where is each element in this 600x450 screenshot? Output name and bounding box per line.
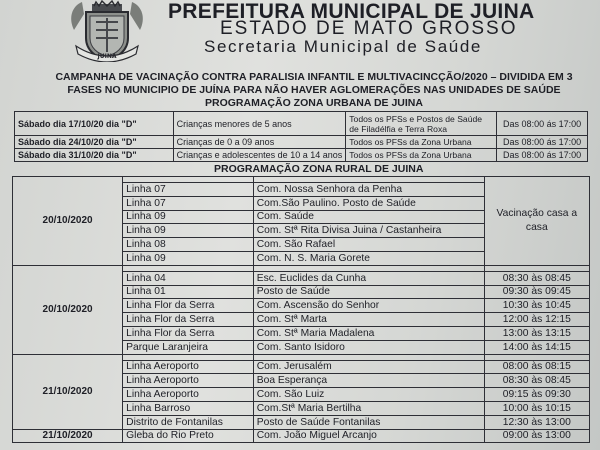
- hours-cell: 08:30 às 08:45: [484, 374, 589, 388]
- line-cell: Linha Aeroporto: [123, 360, 254, 374]
- line-cell: Linha 04: [123, 271, 254, 285]
- location-cell: Esc. Euclides da Cunha: [253, 271, 484, 285]
- hours-cell: 09:00 às 13:00: [484, 429, 589, 443]
- campaign-heading: [44, 71, 584, 110]
- municipal-crest-icon: [66, 0, 148, 62]
- line-cell: Linha Barroso: [123, 401, 254, 415]
- hours-cell: Das 08:00 ás 17:00: [497, 149, 588, 162]
- location-cell: Posto de Saúde: [253, 285, 484, 299]
- date-cell: 20/10/2020: [13, 177, 123, 266]
- location-cell: Todos os PFSs da Zona Urbana: [346, 136, 497, 149]
- location-cell: Todos os PFSs e Postos de Saúde de Filadélfia e Terra Roxa: [346, 112, 497, 136]
- location-cell: Com. Stª Marta: [253, 313, 484, 327]
- table-row: [15, 149, 588, 162]
- line-cell: Linha Aeroporto: [123, 388, 254, 402]
- line-cell: Linha Flor da Serra: [123, 299, 254, 313]
- line-cell: Parque Laranjeira: [123, 340, 254, 354]
- line-cell: Linha Flor da Serra: [123, 313, 254, 327]
- table-row: [13, 429, 590, 443]
- line-cell: Linha 01: [123, 285, 254, 299]
- hours-cell: 12:00 às 12:15: [484, 313, 589, 327]
- department-name: Secretaria Municipal de Saúde: [204, 37, 482, 56]
- line-cell: Linha 07: [123, 196, 254, 210]
- schedule-day-cell: Sábado dia 31/10/20 dia "D": [15, 149, 174, 162]
- table-row: [15, 112, 588, 136]
- location-cell: Com. N. S. Maria Gorete: [253, 251, 484, 265]
- schedule-day-cell: Sábado dia 17/10/20 dia "D": [15, 112, 174, 136]
- target-public-cell: Crianças de 0 a 09 anos: [173, 136, 346, 149]
- location-cell: Com. Santo Isidoro: [253, 340, 484, 354]
- location-cell: Com. Stª Rita Divisa Juina / Castanheira: [253, 224, 484, 238]
- hours-cell: 08:30 às 08:45: [484, 271, 589, 285]
- campaign-line-2: FASES NO MUNICIPIO DE JUÍNA PARA NÃO HAVER AGLOMERAÇÕES NAS UNIDADES DE SAÚDE: [67, 84, 561, 96]
- location-cell: Com. Saúde: [253, 210, 484, 224]
- hours-cell: 12:30 às 13:00: [484, 415, 589, 429]
- rural-schedule-title: PROGRAMAÇÃO ZONA RURAL DE JUINA: [214, 163, 424, 175]
- location-cell: Com. Ascensão do Senhor: [253, 299, 484, 313]
- location-cell: Com. São Luiz: [253, 388, 484, 402]
- line-cell: Linha 09: [123, 224, 254, 238]
- campaign-line-1: CAMPANHA DE VACINAÇÃO CONTRA PARALISIA INFANTIL E MULTIVACINCÇÃO/2020 – DIVIDIDA EM 3: [55, 71, 573, 83]
- line-cell: Linha Flor da Serra: [123, 326, 254, 340]
- table-row: [15, 136, 588, 149]
- location-cell: Com.Stª Maria Bertilha: [253, 401, 484, 415]
- line-cell: Linha 08: [123, 238, 254, 252]
- location-cell: Com. Jerusalém: [253, 360, 484, 374]
- date-cell: 21/10/2020: [13, 354, 123, 429]
- urban-schedule-title: PROGRAMAÇÃO ZONA URBANA DE JUINA: [205, 97, 423, 109]
- hours-cell: 10:30 às 10:45: [484, 299, 589, 313]
- date-cell: 20/10/2020: [13, 265, 123, 354]
- hours-cell: Das 08:00 ás 17:00: [497, 136, 588, 149]
- target-public-cell: Crianças e adolescentes de 10 a 14 anos: [173, 149, 346, 162]
- page-title: PREFEITURA MUNICIPAL DE JUINA: [168, 0, 535, 23]
- hours-cell: Das 08:00 ás 17:00: [497, 112, 588, 136]
- line-cell: Linha 09: [123, 210, 254, 224]
- location-cell: Com. São Rafael: [253, 238, 484, 252]
- hours-cell: 10:00 às 10:15: [484, 401, 589, 415]
- state-name: ESTADO DE MATO GROSSO: [220, 18, 518, 39]
- location-cell: Boa Esperança: [253, 374, 484, 388]
- line-cell: Distrito de Fontanilas: [123, 415, 254, 429]
- location-cell: Com. Nossa Senhora da Penha: [253, 183, 484, 197]
- hours-cell: 08:00 às 08:15: [484, 360, 589, 374]
- location-cell: Com. João Miguel Arcanjo: [253, 429, 484, 443]
- hours-cell: 14:00 às 14:15: [484, 340, 589, 354]
- vaccination-note-cell: Vacinação casa a casa: [484, 177, 589, 266]
- urban-schedule-table: [14, 111, 588, 162]
- hours-cell: 13:00 às 13:15: [484, 326, 589, 340]
- rural-schedule-table: [12, 176, 590, 443]
- schedule-day-cell: Sábado dia 24/10/20 dia "D": [15, 136, 174, 149]
- hours-cell: 09:30 às 09:45: [484, 285, 589, 299]
- location-cell: Posto de Saúde Fontanilas: [253, 415, 484, 429]
- location-cell: Todos os PFSs da Zona Urbana: [346, 149, 497, 162]
- line-cell: Linha 07: [123, 183, 254, 197]
- hours-cell: 09:15 às 09:30: [484, 388, 589, 402]
- line-cell: Gleba do Rio Preto: [123, 429, 254, 443]
- crest-text: JUINA: [97, 53, 117, 60]
- line-cell: Linha 09: [123, 251, 254, 265]
- location-cell: Com. Stª Maria Madalena: [253, 326, 484, 340]
- target-public-cell: Crianças menores de 5 anos: [173, 112, 346, 136]
- line-cell: Linha Aeroporto: [123, 374, 254, 388]
- date-cell: 21/10/2020: [13, 429, 123, 443]
- location-cell: Com.São Paulino. Posto de Saúde: [253, 196, 484, 210]
